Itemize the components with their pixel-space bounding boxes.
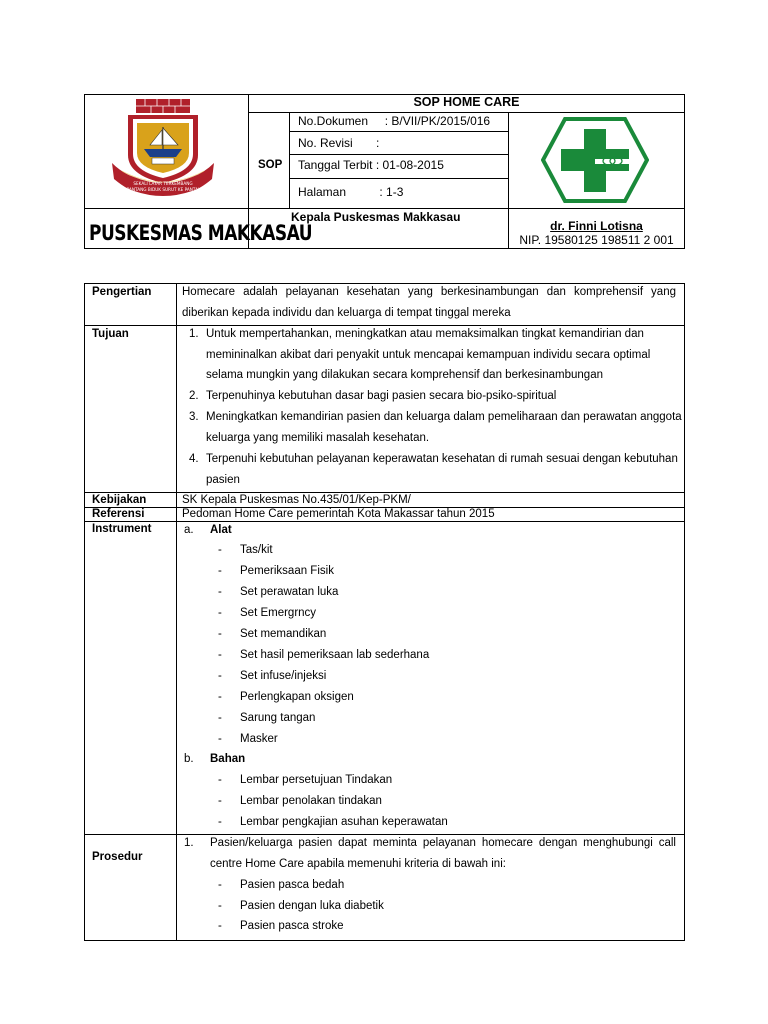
criteria-item: Pasien pasca bedah: [240, 879, 345, 891]
dash-bullet: -: [218, 586, 222, 598]
header-divider: [84, 208, 685, 209]
list-number: 1.: [189, 328, 199, 340]
alat-item: Set Emergrncy: [240, 607, 317, 619]
prosedur-text-line: Pasien/keluarga pasien dapat meminta pelayanan homecare dengan menghubungi call: [210, 837, 676, 849]
tujuan-text-line: selama mungkin yang dilakukan secara komprehensif dan berkesinambungan: [206, 369, 603, 381]
alat-item: Set hasil pemeriksaan lab sederhana: [240, 649, 430, 661]
referensi-text: Pedoman Home Care pemerintah Kota Makassar tahun 2015: [182, 508, 495, 520]
makassar-emblem-icon: [108, 97, 218, 199]
header-divider: [289, 131, 508, 132]
alat-item: Pemeriksaan Fisik: [240, 565, 334, 577]
page-range: Halaman : 1-3: [298, 185, 404, 199]
criteria-item: Pasien dengan luka diabetik: [240, 900, 384, 912]
dash-bullet: -: [218, 774, 222, 786]
alat-item: Tas/kit: [240, 544, 273, 556]
revision-number: No. Revisi :: [298, 136, 380, 150]
alat-item: Set perawatan luka: [240, 586, 339, 598]
organization-name: PUSKESMAS MAKKASAU: [89, 221, 313, 246]
pengertian-text-line: diberikan kepada individu dan keluarga di tempat tinggal mereka: [182, 307, 511, 319]
bahan-item: Lembar persetujuan Tindakan: [240, 774, 393, 786]
dash-bullet: -: [218, 544, 222, 556]
label-referensi: Referensi: [92, 508, 145, 520]
head-nip: NIP. 19580125 198511 2 001: [519, 233, 674, 247]
criteria-item: Pasien pasca stroke: [240, 920, 344, 932]
puskesmas-logo-icon: [541, 117, 649, 203]
dash-bullet: -: [218, 565, 222, 577]
document-number: No.Dokumen : B/VII/PK/2015/016: [298, 114, 491, 128]
svg-text:PANTANG BIDUK SURUT KE PANTAI: PANTANG BIDUK SURUT KE PANTAI: [126, 187, 200, 192]
sop-label: SOP: [258, 159, 283, 171]
list-letter: a.: [184, 524, 194, 536]
label-tujuan: Tujuan: [92, 328, 129, 340]
header-divider: [289, 154, 508, 155]
dash-bullet: -: [218, 670, 222, 682]
dash-bullet: -: [218, 816, 222, 828]
alat-item: Masker: [240, 733, 278, 745]
kebijakan-text: SK Kepala Puskesmas No.435/01/Kep-PKM/: [182, 494, 411, 506]
tujuan-text-line: pasien: [206, 474, 240, 486]
dash-bullet: -: [218, 649, 222, 661]
tujuan-text-line: Meningkatkan kemandirian pasien dan keluarga dalam pemeliharaan dan perawatan anggota: [206, 411, 682, 423]
dash-bullet: -: [218, 691, 222, 703]
alat-item: Perlengkapan oksigen: [240, 691, 354, 703]
label-instrument: Instrument: [92, 523, 152, 535]
list-number: 2.: [189, 390, 199, 402]
list-number: 3.: [189, 411, 199, 423]
dash-bullet: -: [218, 920, 222, 932]
tujuan-text-line: keluarga yang memiliki masalah kesehatan.: [206, 432, 430, 444]
alat-item: Sarung tangan: [240, 712, 316, 724]
dash-bullet: -: [218, 879, 222, 891]
dash-bullet: -: [218, 712, 222, 724]
bahan-item: Lembar penolakan tindakan: [240, 795, 382, 807]
tujuan-text-line: Terpenuhinya kebutuhan dasar bagi pasien secara bio-psiko-spiritual: [206, 390, 557, 402]
svg-text:SEKALI LAYAR TERKEMBANG: SEKALI LAYAR TERKEMBANG: [133, 181, 193, 186]
dash-bullet: -: [218, 733, 222, 745]
list-letter: b.: [184, 753, 194, 765]
header-divider: [289, 178, 508, 179]
header-divider: [289, 112, 290, 208]
dash-bullet: -: [218, 900, 222, 912]
alat-item: Set infuse/injeksi: [240, 670, 327, 682]
bahan-heading: Bahan: [210, 753, 246, 765]
head-name: dr. Finni Lotisna: [550, 219, 643, 233]
pengertian-text-line: Homecare adalah pelayanan kesehatan yang berkesinambungan dan komprehensif yang: [182, 286, 676, 298]
label-column-divider: [176, 283, 177, 941]
list-number: 1.: [184, 837, 194, 849]
document-title: SOP HOME CARE: [413, 95, 520, 109]
dash-bullet: -: [218, 607, 222, 619]
alat-item: Set memandikan: [240, 628, 327, 640]
dash-bullet: -: [218, 628, 222, 640]
dash-bullet: -: [218, 795, 222, 807]
label-kebijakan: Kebijakan: [92, 494, 147, 506]
row-divider: [84, 521, 685, 522]
row-divider: [84, 834, 685, 835]
tujuan-text-line: memininalkan akibat dari penyakit untuk mencapai kemampuan individu secara optimal: [206, 349, 651, 361]
row-divider: [84, 325, 685, 326]
issue-date: Tanggal Terbit : 01-08-2015: [298, 158, 444, 172]
header-divider: [248, 112, 685, 113]
tujuan-text-line: Untuk mempertahankan, meningkatkan atau memaksimalkan tingkat kemandirian dan: [206, 328, 644, 340]
prosedur-text-line: centre Home Care apabila memenuhi kriteria di bawah ini:: [210, 858, 506, 870]
list-number: 4.: [189, 453, 199, 465]
label-prosedur: Prosedur: [92, 851, 143, 863]
row-divider: [84, 492, 685, 493]
tujuan-text-line: Terpenuhi kebutuhan pelayanan keperawatan kesehatan di rumah sesuai dengan kebutuhan: [206, 453, 678, 465]
head-title: Kepala Puskesmas Makkasau: [291, 210, 461, 224]
bahan-item: Lembar pengkajian asuhan keperawatan: [240, 816, 448, 828]
alat-heading: Alat: [210, 524, 232, 536]
label-pengertian: Pengertian: [92, 286, 152, 298]
